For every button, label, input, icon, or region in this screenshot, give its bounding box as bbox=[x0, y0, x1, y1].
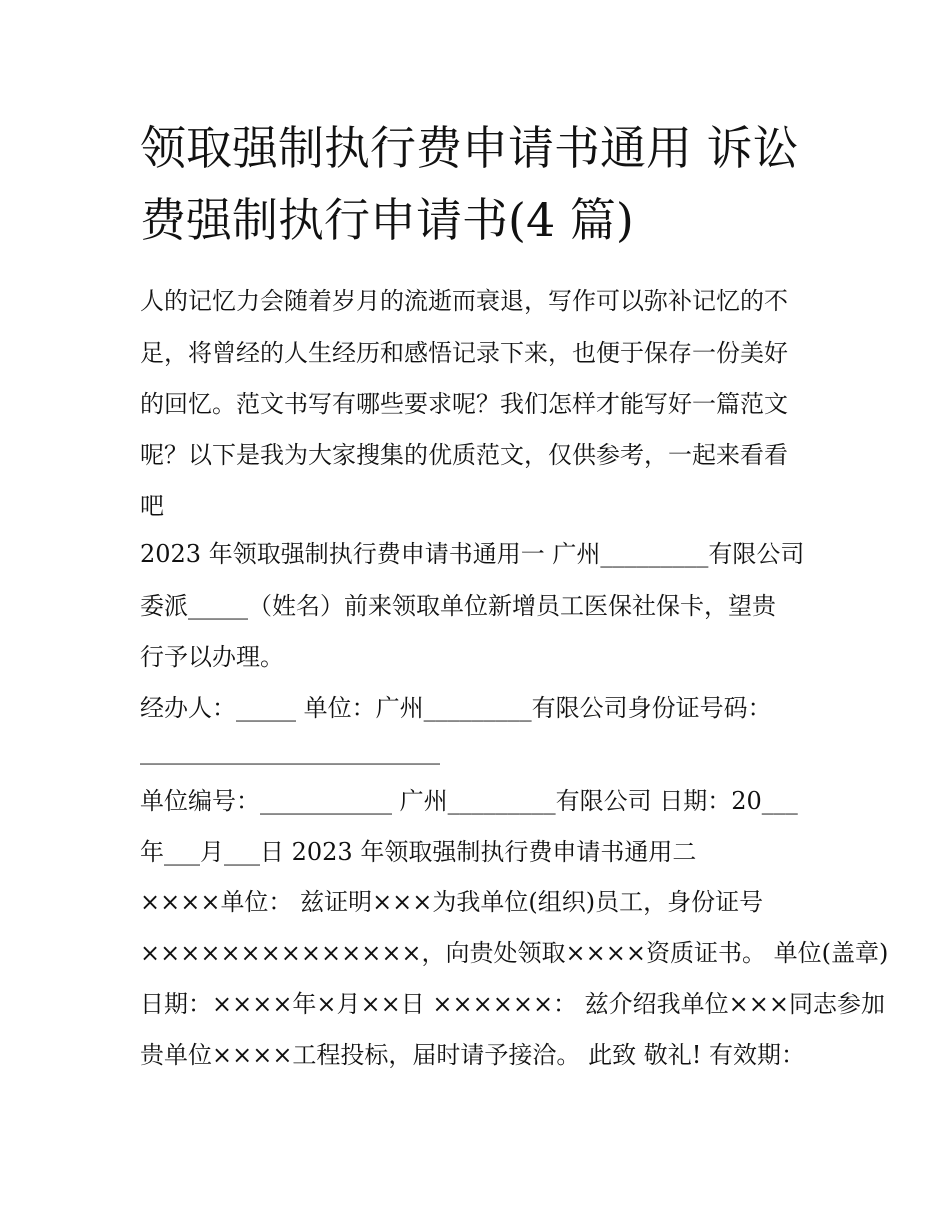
body-line: ××××××××××××××，向贵处领取××××资质证书。 单位(盖章) bbox=[140, 939, 889, 967]
body-line: 委派_____（姓名）前来领取单位新增员工医保社保卡，望贵 bbox=[140, 592, 776, 620]
document-title: 领取强制执行费申请书通用 诉讼费强制执行申请书(4 篇) bbox=[140, 121, 799, 247]
body-line: 经办人：_____ 单位：广州_________有限公司身份证号码： bbox=[140, 694, 772, 722]
body-line: 足，将曾经的人生经历和感悟记录下来，也便于保存一份美好 bbox=[140, 339, 788, 367]
body-line: 日期：××××年×月××日 ××××××： 兹介绍我单位×××同志参加 bbox=[140, 990, 886, 1018]
signature-blank-line: _________________________ bbox=[140, 737, 440, 765]
body-line: 年___月___日 2023 年领取强制执行费申请书通用二 bbox=[140, 838, 697, 866]
body-line: 单位编号：___________ 广州_________有限公司 日期：20___ bbox=[140, 787, 798, 815]
body-line: 人的记忆力会随着岁月的流逝而衰退，写作可以弥补记忆的不 bbox=[140, 287, 788, 315]
body-line: 的回忆。范文书写有哪些要求呢？我们怎样才能写好一篇范文 bbox=[140, 390, 788, 418]
body-line: 2023 年领取强制执行费申请书通用一 广州_________有限公司 bbox=[140, 540, 805, 568]
body-line: 吧 bbox=[140, 492, 164, 520]
body-line: 贵单位××××工程投标，届时请予接洽。 此致 敬礼! 有效期： bbox=[140, 1041, 805, 1069]
body-line: ××××单位： 兹证明×××为我单位(组织)员工，身份证号 bbox=[140, 888, 764, 916]
body-line: 呢？以下是我为大家搜集的优质范文，仅供参考，一起来看看 bbox=[140, 441, 788, 469]
body-line: 行予以办理。 bbox=[140, 643, 284, 671]
